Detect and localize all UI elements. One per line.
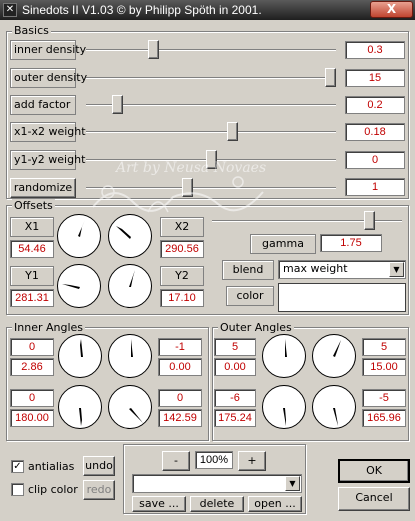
- inner-angle-1-value[interactable]: 0: [10, 338, 54, 356]
- row-slider-track[interactable]: [86, 131, 336, 133]
- undo-button[interactable]: undo: [83, 456, 115, 476]
- zoom-in-button[interactable]: +: [238, 451, 266, 471]
- zoom-value[interactable]: 100%: [195, 451, 233, 469]
- clip-color-checkbox[interactable]: [11, 483, 24, 496]
- row-slider-thumb[interactable]: [227, 122, 238, 141]
- row-slider-track[interactable]: [86, 49, 336, 51]
- y2-value[interactable]: 17.10: [160, 289, 204, 307]
- row-value[interactable]: 0.3: [345, 41, 405, 59]
- inner-angle-3-derived[interactable]: 180.00: [10, 409, 54, 427]
- dial-hand-icon: [109, 335, 153, 379]
- antialias-label: antialias: [28, 460, 75, 473]
- x1-dial[interactable]: [57, 214, 101, 258]
- randomize-value[interactable]: 1: [345, 178, 405, 196]
- row-label: y1-y2 weight: [10, 150, 76, 170]
- randomize-slider-thumb[interactable]: [182, 178, 193, 197]
- blend-label: blend: [222, 260, 274, 280]
- offsets-label: Offsets: [14, 199, 53, 212]
- row-slider-thumb[interactable]: [325, 68, 336, 87]
- row-slider-thumb[interactable]: [206, 150, 217, 169]
- save-button[interactable]: save ...: [132, 496, 186, 512]
- title-bar: [0, 0, 415, 20]
- watermark-text: Art by Neusa Novaes: [116, 160, 267, 176]
- row-value[interactable]: 0.2: [345, 96, 405, 114]
- redo-button[interactable]: redo: [83, 480, 115, 500]
- row-slider-thumb[interactable]: [112, 95, 123, 114]
- inner-angle-3-dial[interactable]: [58, 385, 102, 429]
- outer-angle-3-derived[interactable]: 175.24: [214, 409, 256, 427]
- outer-angle-3-value[interactable]: -6: [214, 389, 256, 407]
- row-slider-thumb[interactable]: [148, 40, 159, 59]
- outer-angle-1-derived[interactable]: 0.00: [214, 358, 256, 376]
- chevron-down-icon[interactable]: ▼: [389, 262, 404, 277]
- preset-dropdown[interactable]: [132, 474, 302, 493]
- y1-value[interactable]: 281.31: [10, 289, 54, 307]
- outer-angle-2-derived[interactable]: 15.00: [362, 358, 406, 376]
- gamma-slider-thumb[interactable]: [364, 211, 375, 230]
- inner-angles-label: Inner Angles: [14, 321, 84, 334]
- row-label: outer density: [10, 68, 76, 88]
- randomize-button[interactable]: randomize: [10, 178, 76, 198]
- y1-dial[interactable]: [57, 264, 101, 308]
- inner-angle-4-value[interactable]: 0: [158, 389, 202, 407]
- outer-angle-1-dial[interactable]: [262, 334, 306, 378]
- outer-angle-1-value[interactable]: 5: [214, 338, 256, 356]
- ok-button[interactable]: OK: [338, 459, 410, 483]
- y1-label: Y1: [10, 266, 54, 286]
- app-icon: ✕: [3, 3, 17, 17]
- inner-angle-2-derived[interactable]: 0.00: [158, 358, 202, 376]
- inner-angle-1-dial[interactable]: [58, 334, 102, 378]
- randomize-slider-track[interactable]: [86, 187, 336, 189]
- row-value[interactable]: 0: [345, 151, 405, 169]
- row-label: add factor: [10, 95, 76, 115]
- dial-hand-icon: [109, 215, 153, 259]
- zoom-out-button[interactable]: -: [162, 451, 190, 471]
- basics-label: Basics: [14, 24, 49, 37]
- inner-angle-2-value[interactable]: -1: [158, 338, 202, 356]
- outer-angle-4-value[interactable]: -5: [362, 389, 406, 407]
- row-value[interactable]: 15: [345, 69, 405, 87]
- row-value[interactable]: 0.18: [345, 123, 405, 141]
- outer-angle-4-derived[interactable]: 165.96: [362, 409, 406, 427]
- row-slider-track[interactable]: [86, 104, 336, 106]
- window-title: Sinedots II V1.03 © by Philipp Spöth in 2001.: [22, 3, 262, 17]
- dial-hand-icon: [263, 335, 307, 379]
- antialias-checkbox[interactable]: ✓: [11, 460, 24, 473]
- outer-angle-2-value[interactable]: 5: [362, 338, 406, 356]
- blend-dropdown[interactable]: [278, 260, 406, 279]
- outer-angle-2-dial[interactable]: [312, 334, 356, 378]
- inner-angle-1-derived[interactable]: 2.86: [10, 358, 54, 376]
- x1-value[interactable]: 54.46: [10, 240, 54, 258]
- chevron-down-icon[interactable]: ▼: [285, 476, 300, 491]
- y2-dial[interactable]: [108, 264, 152, 308]
- dial-hand-icon: [263, 386, 307, 430]
- clip-color-label: clip color: [28, 483, 78, 496]
- cancel-button[interactable]: Cancel: [338, 487, 410, 511]
- row-slider-track[interactable]: [86, 77, 336, 79]
- close-button[interactable]: X: [370, 1, 413, 18]
- open-button[interactable]: open ...: [248, 496, 302, 512]
- dial-hand-icon: [59, 335, 103, 379]
- x2-label: X2: [160, 217, 204, 237]
- x1-label: X1: [10, 217, 54, 237]
- y2-label: Y2: [160, 266, 204, 286]
- inner-angle-3-value[interactable]: 0: [10, 389, 54, 407]
- color-swatch[interactable]: [278, 283, 406, 312]
- x2-dial[interactable]: [108, 214, 152, 258]
- inner-angle-4-dial[interactable]: [108, 385, 152, 429]
- blend-value: max weight: [283, 262, 348, 275]
- color-label: color: [226, 286, 274, 306]
- inner-angle-2-dial[interactable]: [108, 334, 152, 378]
- delete-button[interactable]: delete: [190, 496, 244, 512]
- dial-hand-icon: [58, 265, 102, 309]
- dial-hand-icon: [58, 215, 102, 259]
- row-label: inner density: [10, 40, 76, 60]
- gamma-label: gamma: [250, 234, 316, 254]
- gamma-value[interactable]: 1.75: [320, 234, 382, 252]
- outer-angle-3-dial[interactable]: [262, 385, 306, 429]
- dial-hand-icon: [313, 386, 357, 430]
- inner-angle-4-derived[interactable]: 142.59: [158, 409, 202, 427]
- dial-hand-icon: [109, 386, 153, 430]
- dial-hand-icon: [109, 265, 153, 309]
- dial-hand-icon: [59, 386, 103, 430]
- row-label: x1-x2 weight: [10, 122, 76, 142]
- outer-angles-label: Outer Angles: [220, 321, 292, 334]
- outer-angle-4-dial[interactable]: [312, 385, 356, 429]
- x2-value[interactable]: 290.56: [160, 240, 204, 258]
- dial-hand-icon: [313, 335, 357, 379]
